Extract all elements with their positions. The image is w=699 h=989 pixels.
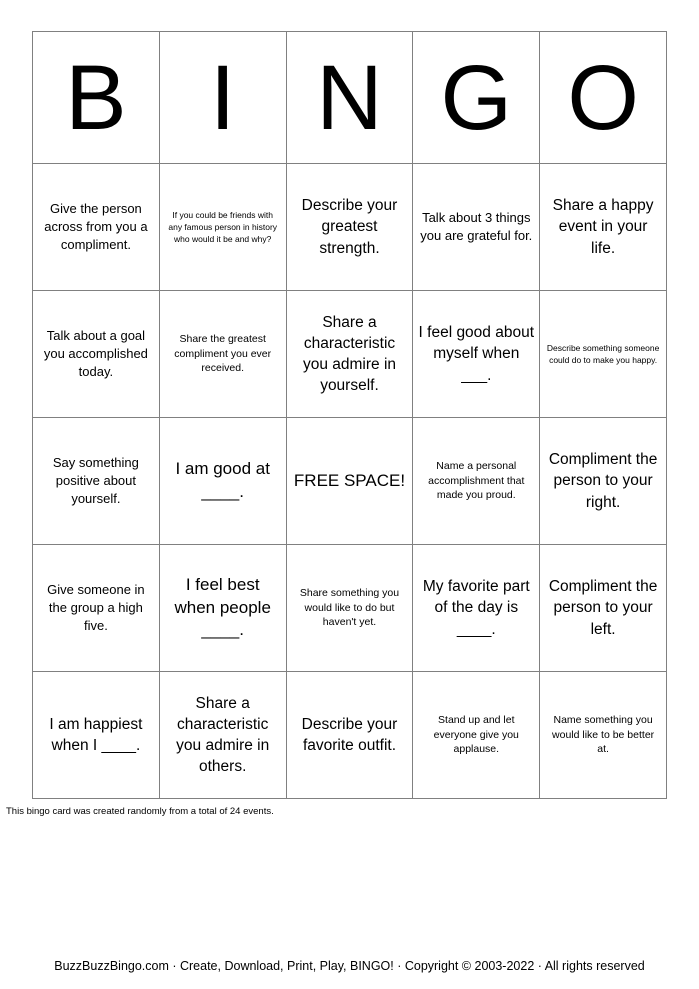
bingo-cell-text: Talk about a goal you accomplished today. [43,328,148,379]
bingo-cell-text: Share a characteristic you admire in yourself. [302,313,397,395]
bingo-cell-text: I am good at ____. [175,459,270,501]
bingo-cell[interactable] [413,418,540,545]
bingo-row [33,164,667,291]
bingo-header-letter-i: I [209,46,236,149]
bingo-cell[interactable] [33,672,160,799]
bingo-cell-text: Share a characteristic you admire in others. [176,694,270,776]
bingo-cell-text: I feel good about myself when ___. [418,324,535,384]
bingo-header-letter-b: B [65,46,127,149]
bingo-cell[interactable] [159,545,286,672]
bingo-row [33,545,667,672]
bingo-card-grid [32,31,667,799]
bingo-header-cell-i [159,32,286,164]
bingo-cell-text: Say something positive about yourself. [52,455,139,506]
bingo-header-cell-b [33,32,160,164]
bingo-cell[interactable] [286,164,413,291]
bingo-header-letter-n: N [316,46,383,149]
bingo-cell-text: My favorite part of the day is ____. [422,578,530,638]
bingo-cell-text: I am happiest when I ____. [49,715,143,754]
bingo-cell-text: Give the person across from you a compliment. [44,201,148,252]
bingo-row [33,291,667,418]
bingo-cell[interactable] [540,164,667,291]
bingo-cell[interactable] [540,291,667,418]
bingo-cell[interactable] [159,672,286,799]
bingo-cell-text: Share the greatest compliment you ever received. [174,332,272,375]
bingo-cell-text: Give someone in the group a high five. [47,582,145,633]
bingo-cell-text: Share a happy event in your life. [552,197,654,257]
bingo-cell[interactable] [413,164,540,291]
bingo-cell[interactable] [540,418,667,545]
bingo-cell[interactable] [33,545,160,672]
bingo-cell[interactable] [540,672,667,799]
bingo-cell-text: Stand up and let everyone give you applause. [433,713,519,756]
bingo-header-letter-o: O [567,46,639,149]
bingo-cell-text: If you could be friends with any famous person in history who would it be and why? [168,209,278,245]
page-footer: BuzzBuzzBingo.com · Create, Download, Print, Play, BINGO! · Copyright © 2003-2022 · All rights reserved [54,959,645,973]
bingo-cell[interactable] [540,545,667,672]
bingo-cell[interactable] [159,291,286,418]
bingo-cell[interactable] [159,164,286,291]
bingo-cell[interactable] [286,291,413,418]
bingo-cell-text: Compliment the person to your left. [548,578,658,638]
bingo-cell[interactable] [33,418,160,545]
bingo-cell-text: Share something you would like to do but haven't yet. [299,586,400,629]
bingo-header-cell-n [286,32,413,164]
bingo-cell-text: I feel best when people ____. [174,574,271,640]
bingo-cell-text: Name a personal accomplishment that made you proud. [428,459,525,502]
bingo-card-note: This bingo card was created randomly from a total of 24 events. [6,806,274,817]
bingo-cell-text: Describe something someone could do to make you happy. [546,342,660,365]
bingo-header-cell-o [540,32,667,164]
bingo-row [33,672,667,799]
bingo-cell[interactable] [33,291,160,418]
bingo-cell[interactable] [286,545,413,672]
bingo-cell[interactable] [413,545,540,672]
bingo-header-row [33,32,667,164]
bingo-cell[interactable] [413,291,540,418]
bingo-cell-text: Talk about 3 things you are grateful for. [420,210,533,243]
bingo-cell[interactable] [159,418,286,545]
bingo-cell-free-space[interactable] [286,418,413,545]
bingo-row [33,418,667,545]
bingo-header-letter-g: G [440,46,513,149]
bingo-cell-text: Compliment the person to your right. [548,451,658,511]
bingo-cell-text: Describe your favorite outfit. [301,715,398,754]
bingo-cell[interactable] [33,164,160,291]
bingo-cell-text: Name something you would like to be better at. [552,713,655,756]
bingo-cell[interactable] [413,672,540,799]
bingo-header-cell-g [413,32,540,164]
bingo-free-space-text: FREE SPACE! [293,470,406,490]
bingo-cell[interactable] [286,672,413,799]
bingo-cell-text: Describe your greatest strength. [301,197,398,257]
